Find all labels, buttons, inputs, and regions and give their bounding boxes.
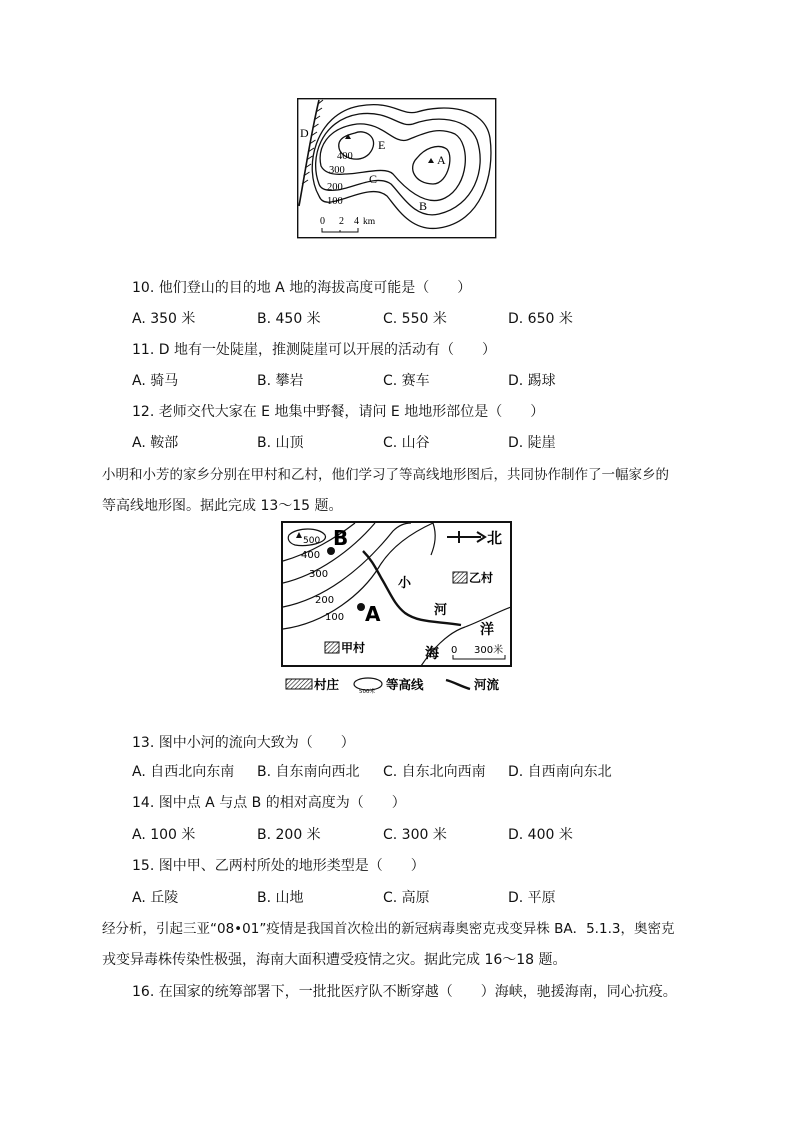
intro-16-18-line-2: 戎变异毒株传染性极强，海南大面积遭受疫情之灾。据此完成 16～18 题。	[102, 952, 567, 968]
scale-unit: km	[363, 217, 376, 227]
map2-legend-svg	[284, 674, 510, 694]
label-e: E	[378, 138, 386, 152]
contour-map-1-svg	[297, 98, 497, 240]
q14-option-a[interactable]: A. 100 米	[132, 827, 196, 843]
contour-label-500: 500	[303, 536, 321, 546]
river-label-he: 河	[434, 603, 448, 618]
north-label: 北	[487, 529, 503, 547]
question-10-stem: 10. 他们登山的目的地 A 地的海拔高度可能是（ ）	[132, 280, 472, 296]
scale-tick-0: 0	[320, 216, 325, 227]
intro-16-18-line-1: 经分析，引起三亚“08•01”疫情是我国首次检出的新冠病毒奥密克戎变异株 BA．5.1.3，奥密克	[102, 921, 675, 937]
map2-scale-zero: 0	[451, 645, 458, 656]
q14-option-c[interactable]: C. 300 米	[383, 827, 447, 843]
legend-contour-label: 等高线	[386, 677, 424, 692]
contour-label-200: 200	[315, 595, 335, 606]
legend-river-label: 河流	[474, 677, 500, 692]
legend-village-symbol	[286, 679, 312, 689]
sea-label-hai: 海	[425, 646, 439, 662]
label-a: A	[437, 153, 446, 167]
q13-option-b[interactable]: B. 自东南向西北	[257, 764, 360, 780]
contour-label-400: 400	[337, 151, 353, 162]
q13-option-d[interactable]: D. 自西南向东北	[508, 764, 612, 780]
village-jia-symbol	[325, 642, 339, 653]
q15-option-a[interactable]: A. 丘陵	[132, 890, 179, 906]
question-15-stem: 15. 图中甲、乙两村所处的地形类型是（ ）	[132, 858, 425, 874]
label-b: B	[333, 526, 349, 550]
q10-option-b[interactable]: B. 450 米	[257, 311, 321, 327]
q15-option-d[interactable]: D. 平原	[508, 890, 556, 906]
label-a: A	[365, 602, 381, 626]
q12-option-d[interactable]: D. 陡崖	[508, 435, 556, 451]
village-yi-label: 乙村	[469, 571, 494, 585]
contour-label-300: 300	[329, 165, 345, 176]
village-jia-label: 甲村	[341, 641, 366, 655]
contour-map-2	[281, 521, 512, 668]
contour-label-100: 100	[325, 612, 345, 623]
q10-option-d[interactable]: D. 650 米	[508, 311, 573, 327]
point-a-dot	[357, 603, 365, 611]
question-14-stem: 14. 图中点 A 与点 B 的相对高度为（ ）	[132, 795, 406, 811]
question-11-stem: 11. D 地有一处陡崖，推测陡崖可以开展的活动有（ ）	[132, 342, 496, 358]
question-13-stem: 13. 图中小河的流向大致为（ ）	[132, 735, 355, 751]
intro-13-15-line-2: 等高线地形图。据此完成 13～15 题。	[102, 498, 343, 514]
question-16-stem: 16. 在国家的统筹部署下，一批批医疗队不断穿越（ ）海峡，驰援海南，同心抗疫。	[132, 984, 677, 1000]
contour-label-100: 100	[327, 196, 343, 207]
label-c: C	[369, 172, 378, 186]
map2-scale-length: 300米	[474, 645, 504, 656]
contour-map-2-svg	[281, 521, 512, 668]
q12-option-b[interactable]: B. 山顶	[257, 435, 304, 451]
q15-option-c[interactable]: C. 高原	[383, 890, 430, 906]
map2-legend	[284, 674, 510, 694]
contour-label-200: 200	[327, 182, 343, 193]
contour-label-300: 300	[309, 569, 329, 580]
q14-option-d[interactable]: D. 400 米	[508, 827, 573, 843]
legend-village-label: 村庄	[314, 677, 340, 692]
q12-option-c[interactable]: C. 山谷	[383, 435, 430, 451]
village-yi-symbol	[453, 572, 467, 583]
q13-option-c[interactable]: C. 自东北向西南	[383, 764, 486, 780]
scale-tick-4: 4	[354, 216, 359, 227]
river-label-xiao: 小	[398, 576, 412, 591]
legend-river-symbol	[446, 680, 470, 689]
question-12-stem: 12. 老师交代大家在 E 地集中野餐，请问 E 地地形部位是（ ）	[132, 404, 545, 420]
q11-option-c[interactable]: C. 赛车	[383, 373, 430, 389]
q13-option-a[interactable]: A. 自西北向东南	[132, 764, 235, 780]
contour-label-400: 400	[301, 550, 321, 561]
contour-map-1	[297, 98, 497, 240]
q15-option-b[interactable]: B. 山地	[257, 890, 304, 906]
q14-option-b[interactable]: B. 200 米	[257, 827, 321, 843]
q10-option-c[interactable]: C. 550 米	[383, 311, 447, 327]
q12-option-a[interactable]: A. 鞍部	[132, 435, 179, 451]
legend-contour-sample: 500米	[359, 689, 375, 694]
label-d: D	[300, 126, 309, 140]
q10-option-a[interactable]: A. 350 米	[132, 311, 196, 327]
q11-option-d[interactable]: D. 踢球	[508, 373, 556, 389]
q11-option-b[interactable]: B. 攀岩	[257, 373, 304, 389]
q11-option-a[interactable]: A. 骑马	[132, 373, 179, 389]
sea-label-yang: 洋	[480, 622, 494, 638]
label-b: B	[419, 199, 428, 213]
scale-tick-2: 2	[339, 216, 344, 227]
intro-13-15-line-1: 小明和小芳的家乡分别在甲村和乙村，他们学习了等高线地形图后，共同协作制作了一幅家乡的	[102, 467, 669, 483]
